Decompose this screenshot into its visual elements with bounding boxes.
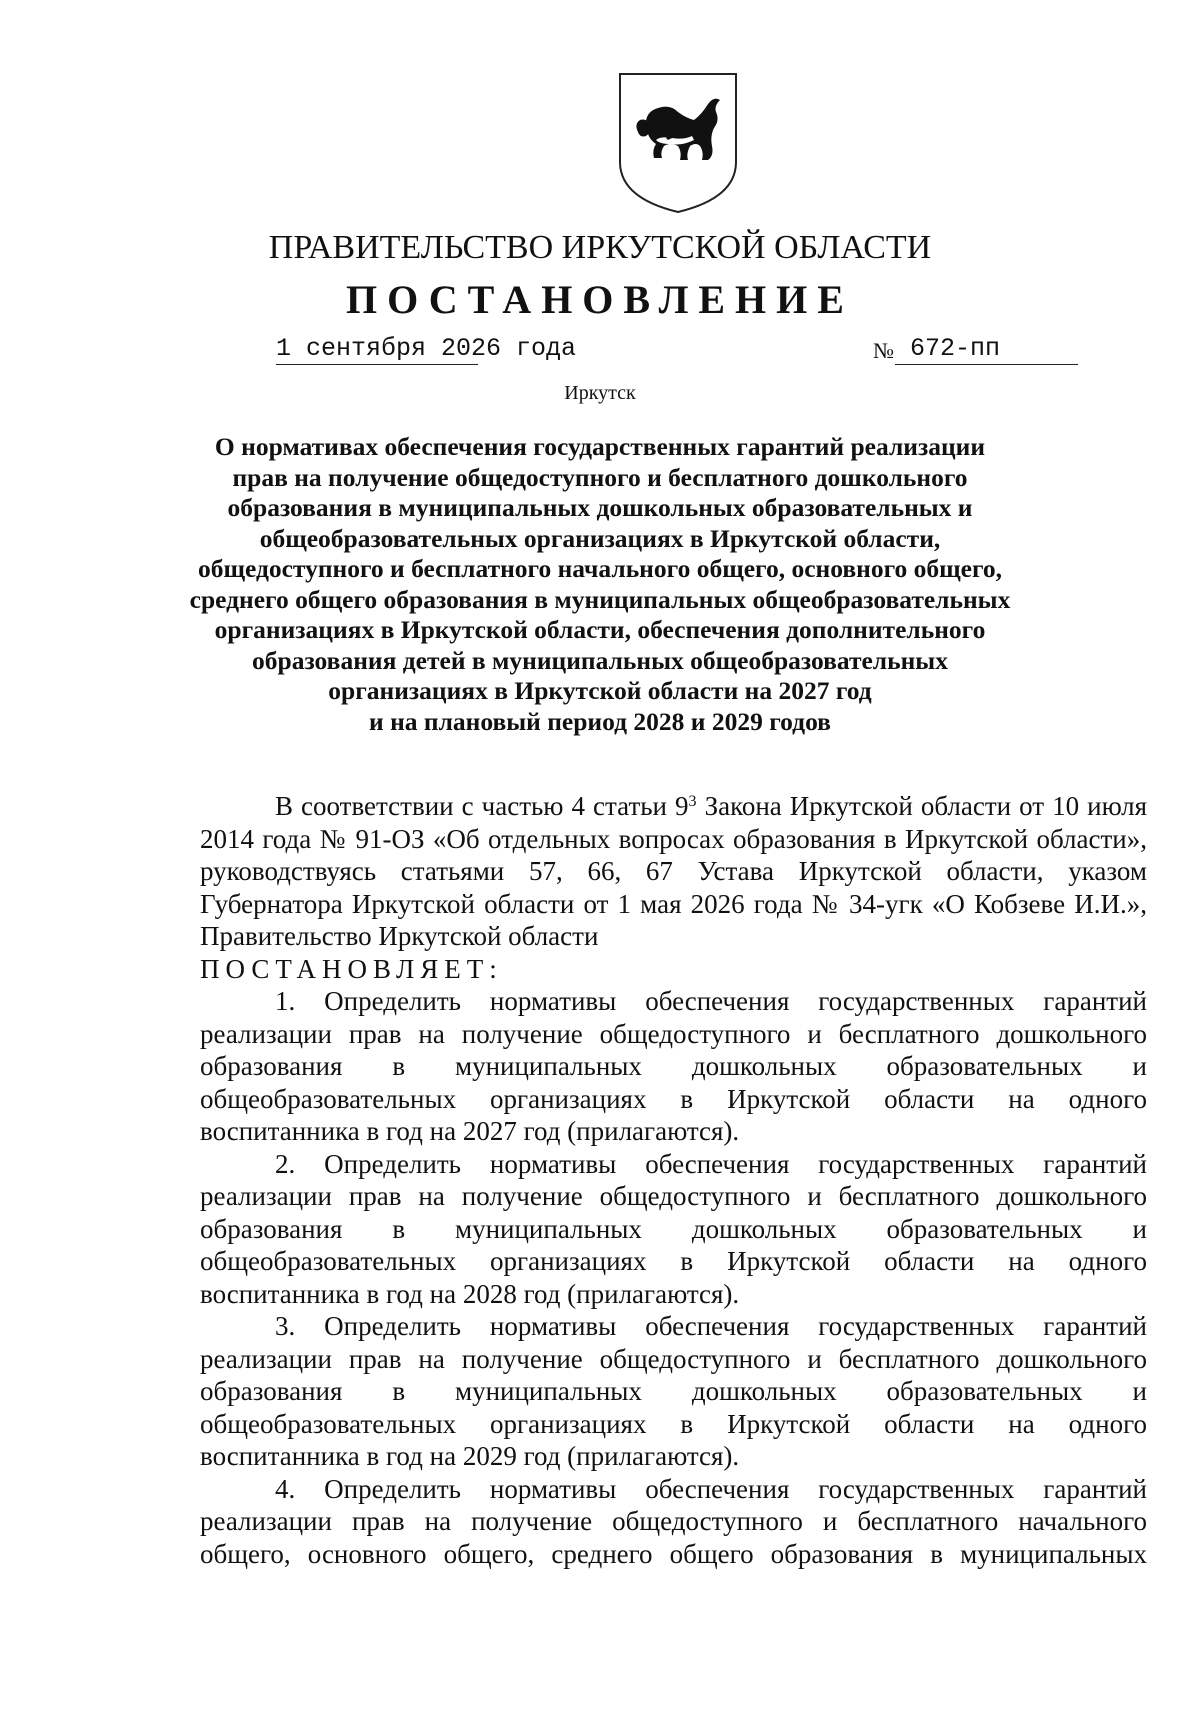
title-line: образования детей в муниципальных общеобразовательных xyxy=(252,645,948,675)
preamble-paragraph xyxy=(200,790,1147,953)
title-line: организациях в Иркутской области, обеспечения дополнительного xyxy=(214,615,986,644)
title-line: образования в муниципальных дошкольных образовательных и xyxy=(227,493,973,522)
preamble-superscript: 3 xyxy=(688,793,697,810)
title-line: организациях в Иркутской области на 2027 год xyxy=(328,676,872,705)
preamble-text-end: Закона Иркутской области от 10 июля 2014 года № 91-ОЗ «Об отдельных вопросах образования в Иркутской области», руководствуясь статьями 57, 66, 67 Устава Иркутской области, указом Губернатора Иркутской области от 1 мая 2026 года № 34-угк «О Кобзеве И.И.», Правительство Иркутской области xyxy=(200,791,1147,951)
document-type: ПОСТАНОВЛЕНИЕ xyxy=(346,277,854,322)
resolves-word: ПОСТАНОВЛЯЕТ: xyxy=(200,953,503,984)
document-date: 1 сентября 2026 года xyxy=(276,334,577,363)
title-line: общедоступного и бесплатного начального общего, основного общего, xyxy=(197,554,1003,583)
title-line: О нормативах обеспечения государственных гарантий реализации xyxy=(214,432,986,461)
coat-of-arms-icon xyxy=(616,70,740,216)
item-paragraph-1: 1. Определить нормативы обеспечения государственных гарантий реализации прав на получение общедоступного и бесплатного дошкольного образования в муниципальных дошкольных образовательных и общеобразовательных организациях в Иркутской области на одного воспитанника в год на 2027 год (прилагаются). xyxy=(200,986,1147,1146)
preamble-text-start: В соответствии с частью 4 статьи 9 xyxy=(275,791,689,821)
document-number: 672-пп xyxy=(910,334,1001,363)
document-title xyxy=(150,432,1050,737)
item-paragraph-3: 3. Определить нормативы обеспечения государственных гарантий реализации прав на получение общедоступного и бесплатного дошкольного образования в муниципальных дошкольных образовательных и общеобразовательных организациях в Иркутской области на одного воспитанника в год на 2029 год (прилагаются). xyxy=(200,1311,1147,1471)
date-underline xyxy=(276,364,478,365)
city-name: Иркутск xyxy=(564,382,636,404)
item-paragraph-4: 4. Определить нормативы обеспечения государственных гарантий реализации прав на получение общедоступного и бесплатного начального общего, основного общего, среднего общего образования в муниципальных xyxy=(200,1473,1147,1569)
title-line: среднего общего образования в муниципальных общеобразовательных xyxy=(189,584,1011,614)
number-underline xyxy=(895,364,1078,365)
document-body xyxy=(200,790,1147,1570)
title-line: прав на получение общедоступного и бесплатного дошкольного xyxy=(232,462,968,492)
item-paragraph-2: 2. Определить нормативы обеспечения государственных гарантий реализации прав на получение общедоступного и бесплатного дошкольного образования в муниципальных дошкольных образовательных и общеобразовательных организациях в Иркутской области на одного воспитанника в год на 2028 год (прилагаются). xyxy=(200,1148,1147,1309)
title-line: и на плановый период 2028 и 2029 годов xyxy=(369,706,831,736)
number-label: № xyxy=(873,338,894,363)
title-line: общеобразовательных организациях в Иркутской области, xyxy=(259,523,941,553)
government-name: ПРАВИТЕЛЬСТВО ИРКУТСКОЙ ОБЛАСТИ xyxy=(268,229,932,266)
